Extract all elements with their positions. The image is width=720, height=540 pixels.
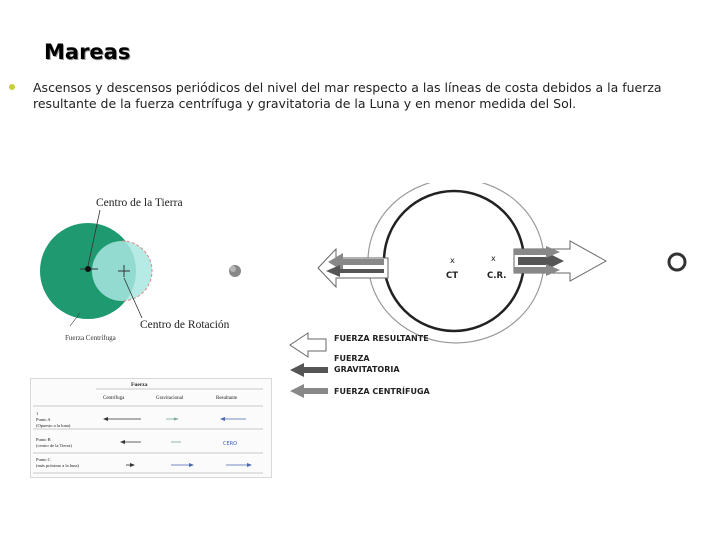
legend-resultant-arrow [290, 333, 326, 357]
row-b-resultante: CERO [223, 441, 238, 447]
label-rotation-center: Centro de Rotación [140, 319, 230, 331]
legend-gravitational-arrow [290, 363, 328, 377]
legend-gravitational-label-2: GRAVITATORIA [334, 365, 400, 374]
legend-gravitational-label-1: FUERZA [334, 354, 370, 363]
forces-table [30, 378, 272, 478]
row-c-label-1: Punto C [36, 457, 51, 462]
row-c-arrows [126, 463, 252, 467]
legend-resultant-label: FUERZA RESULTANTE [334, 334, 429, 343]
left-arrows [318, 249, 388, 287]
col-header-centrifuga: Centrífuga [103, 396, 125, 401]
label-center-earth: Centro de la Tierra [96, 197, 183, 209]
label-ct: CT [446, 271, 459, 281]
row-c-label-2: (más próximo a la luna) [36, 463, 79, 468]
marker-ct: x [450, 256, 455, 265]
row-a-label-1: 1 [36, 411, 39, 416]
col-header-gravitacional: Gravitacional [156, 396, 184, 401]
forces-legend [290, 333, 431, 398]
row-a-label-2: Punto A [36, 417, 51, 422]
label-centrifugal-force: Fuerza Centrífuga [65, 334, 116, 342]
tidal-forces-figure [288, 183, 618, 405]
row-a-label-3: (Opuesto a la luna) [36, 423, 71, 428]
row-b-label-2: (centro de la Tierra) [36, 443, 72, 448]
marker-cr: x [491, 254, 496, 263]
circle-icon [665, 251, 689, 275]
table-title: Fuerza [131, 382, 148, 388]
row-b-label-1: Punto B [36, 437, 51, 442]
bullet-icon [9, 84, 15, 90]
earth-center-dot [85, 266, 91, 272]
col-header-resultante: Resultante [216, 396, 238, 401]
label-cr: C.R. [487, 271, 507, 281]
legend-centrifugal-label: FUERZA CENTRÍFUGA [334, 387, 430, 396]
slide-title: Mareas [44, 40, 131, 64]
slide-body-text: Ascensos y descensos periódicos del nivel del mar respecto a las líneas de costa debidos a la fuerza resultante de la fuerza centrífuga y gravitatoria de la Luna y en menor medida del Sol. [33, 80, 662, 111]
right-arrows [514, 241, 606, 281]
legend-centrifugal-arrow [290, 384, 328, 398]
row-a-arrows [103, 417, 246, 421]
row-b-arrows [120, 440, 181, 444]
earth-rotation-figure [30, 188, 255, 348]
